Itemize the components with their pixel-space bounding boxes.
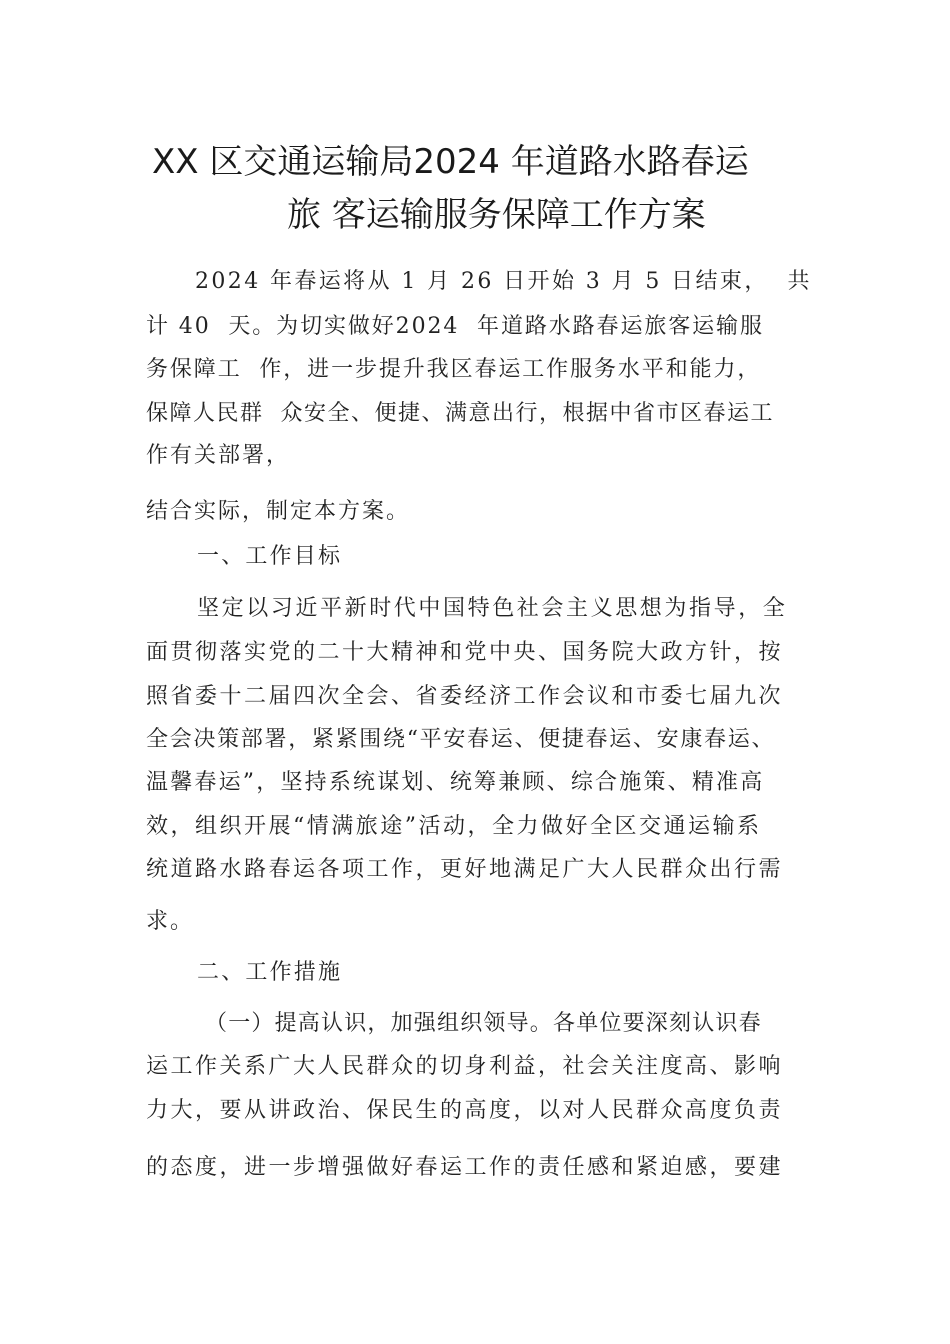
body-line: 坚定以习近平新时代中国特色社会主义思想为指导，全	[197, 596, 788, 621]
body-line: 保障人民群 众安全、便捷、满意出行，根据中省市区春运工	[146, 401, 774, 426]
body-line: 的态度，进一步增强做好春运工作的责任感和紧迫感，要建	[146, 1155, 784, 1180]
body-line: 温馨春运”，坚持系统谋划、统筹兼顾、综合施策、精准高	[146, 770, 765, 795]
body-line: 力大，要从讲政治、保民生的高度，以对人民群众高度负责	[146, 1098, 784, 1123]
body-line: 照省委十二届四次全会、省委经济工作会议和市委七届九次	[146, 684, 784, 709]
body-line: 求。	[146, 909, 195, 934]
document-title-line-1: XX 区交通运输局2024 年道路水路春运	[152, 142, 749, 182]
section-heading: 一、工作目标	[197, 544, 343, 569]
document-title-line-2: 旅 客运输服务保障工作方案	[287, 195, 706, 235]
body-line: 作有关部署，	[146, 443, 291, 468]
body-line: 2024 年春运将从 1 月 26 日开始 3 月 5 日结束， 共	[195, 269, 812, 294]
body-line: 结合实际，制定本方案。	[146, 499, 411, 524]
body-line: 务保障工 作，进一步提升我区春运工作服务水平和能力，	[146, 357, 762, 382]
body-line: 统道路水路春运各项工作，更好地满足广大人民群众出行需	[146, 857, 784, 882]
body-line: 计 40 天。为切实做好2024 年道路水路春运旅客运输服	[146, 314, 764, 339]
body-line: 全会决策部署，紧紧围绕“平安春运、便捷春运、安康春运、	[146, 727, 776, 752]
body-line: 效，组织开展“情满旅途”活动，全力做好全区交通运输系	[146, 814, 762, 839]
body-line: 面贯彻落实党的二十大精神和党中央、国务院大政方针，按	[146, 640, 784, 665]
body-line: （一）提高认识，加强组织领导。各单位要深刻认识春	[205, 1011, 762, 1036]
section-heading: 二、工作措施	[197, 960, 343, 985]
body-line: 运工作关系广大人民群众的切身利益，社会关注度高、影响	[146, 1054, 784, 1079]
